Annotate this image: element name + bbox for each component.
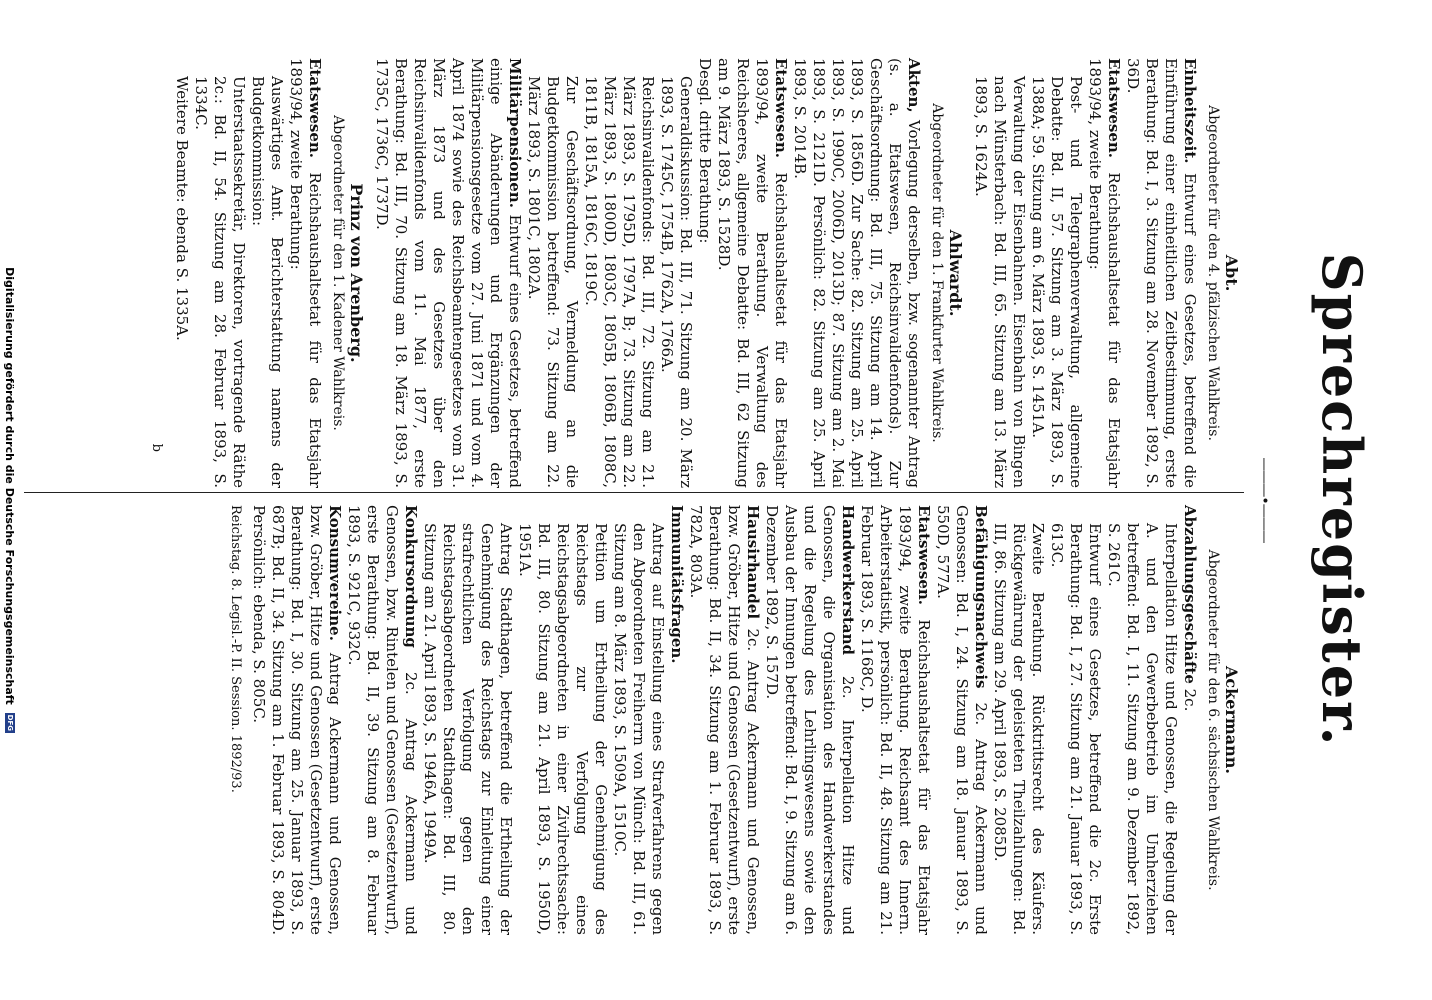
register-subentry: Post- und Telegraphenverwaltung, allgemeine Debatte: Bd. II, 57. Sitzung am 3. März 1893, S. 1388A; 59. Sitzung am 6. März 1893, S. 1451A. <box>1029 76 1085 488</box>
entry-text: 2c. Interpellation Hitze und Genossen, die Organisation des Handwerkerstandes und die Regelung des Lehrlingswesens sowie den Ausbau der Innungen betreffend: Bd. I, 9. Sitzung am 6. Dezember 1892, S. 157D. <box>763 505 857 935</box>
member-name: Prinz von Arenberg. <box>347 183 366 363</box>
dfg-logo-icon: DFG <box>6 714 14 731</box>
register-entry <box>344 505 420 935</box>
entry-keyword: Etatswesen. <box>1105 58 1123 159</box>
entry-keyword: Befähigungsnachweis <box>972 505 990 689</box>
member-name: Abt. <box>1222 254 1241 292</box>
register-subentry: Antrag auf Einstellung eines Strafverfahrens gegen den Abgeordneten Freiherrn von Münch: Bd. III, 61. Sitzung am 8. März 1893, S. 1509A, 1510C. <box>611 523 667 935</box>
entry-keyword: Hausirhandel <box>744 505 762 620</box>
signature-letter: b <box>149 443 164 452</box>
entry-text: 2c. Antrag Ackermann und Genossen, bzw. Rintelen und Genossen (Gesetzentwurf), erste Berathung: Bd. II, 39. Sitzung am 8. Februar 1893, S. 921C, 932C. <box>345 505 420 935</box>
register-entry <box>714 58 790 488</box>
register-entry <box>857 505 933 935</box>
register-entry <box>372 58 524 488</box>
entry-keyword: Militärpensionen. <box>506 58 524 208</box>
register-entry <box>286 58 324 488</box>
member-district: Abgeordneter für den 1. Frankfurter Wahlkreis. <box>929 103 945 443</box>
register-subentry: Generaldiskussion: Bd. III, 71. Sitzung am 20. März 1893, S. 1745C, 1754B, 1762A, 1766A. <box>658 76 695 488</box>
entry-keyword: Handwerkerstand <box>839 505 857 655</box>
entry-text: Antrag Ackermann und Genossen, bzw. Gröber, Hitze und Genossen (Gesetzentwurf), erste Berathung: Bd. I, 30. Sitzung am 25. Januar 1893, S. 687B; Bd. II, 34. Sitzung am 1. Februar 1893, S. 804D. Persönlich: ebenda, S. 805C. <box>250 505 344 935</box>
register-entry: Desgl. dritte Berathung: <box>696 58 714 244</box>
column-divider <box>24 492 1244 493</box>
entry-text: Entwurf eines Gesetzes, betreffend einige Abänderungen und Ergänzungen der Militärpensionsgesetze vom 27. Juni 1871 und vom 4. April 1874 sowie des Reichsbeamtengesetzes vom 31. März 1873 und des Gesetzes über den Reichsinvalidenfonds vom 11. Mai 1877, erste Berathung: Bd. III, 70. Sitzung am 18. März 1893, S. 1735C, 1736C, 1737D. <box>373 58 524 488</box>
member-district: Abgeordneter für den 1. Kadener Wahlkreis. <box>330 115 346 431</box>
register-subentry: Entwurf eines Gesetzes, betreffend die 2c. Erste Berathung: Bd. I, 27. Sitzung am 21. Januar 1893, S. 613C. <box>1048 523 1104 935</box>
register-entry <box>249 505 344 935</box>
right-column <box>147 58 1247 488</box>
member-name: Ackermann. <box>1222 666 1241 774</box>
register-subentry: Reichsinvalidenfonds: Bd. III, 72. Sitzung am 21. März 1893, S. 1795D, 1797A, B; 73. Sitzung am 22. März 1893, S. 1800D, 1803C, 1805B, 1806B, 1808C, 1811B, 1815A, 1816C, 1819C. <box>582 76 657 488</box>
register-subentry: Interpellation Hitze und Genossen, die Regelung der A. und den Gewerbebetrieb im Umherziehen betreffend: Bd. I, 11. Sitzung am 9. Dezember 1892, S. 261C. <box>1105 523 1180 935</box>
register-subentry: Zweite Berathung. Rücktrittsrecht des Käufers. Rückgewährung der geleisteten Theilzahlungen: Bd. III, 86. Sitzung am 29. April 1893, S. 2085D. <box>991 523 1047 935</box>
entry-keyword: Abzahlungsgeschäfte <box>1181 505 1199 684</box>
register-entry <box>667 505 686 935</box>
member-district: Abgeordneter für den 6. sächsischen Wahlkreis. <box>1205 549 1221 891</box>
member-district: Abgeordneter für den 4. pfälzischen Wahlkreis. <box>1205 105 1221 441</box>
entry-keyword: Konkursordnung <box>402 505 420 648</box>
entry-keyword: Einheitszeit. <box>1181 58 1199 164</box>
title-ornament: ———•——— <box>1256 457 1272 543</box>
entry-keyword: Konsumvereine. <box>326 505 344 641</box>
footer-text: Digitalisierung gefördert durch die Deutsche Forschungsgemeinschaft <box>3 267 17 705</box>
register-entry <box>933 505 990 935</box>
entry-text: Vorlegung derselben, bzw. sogenannter Antrag (s. a. Etatswesen, Reichsinvalidenfonds). Zur Geschäftsordnung: Bd. III, 75. Sitzung am 14. April 1893, S. 1856D. Zur Sache: 82. Sitzung am 25. April 1893, S. 1990C, 2006D, 2013D; 87. Sitzung am 2. Mai 1893, S. 2121D. Persönlich: 82. Sitzung am 25. April 1893, S. 2014B. <box>791 58 923 488</box>
page-signature: Reichstag. 8. Legisl.-P. II. Session. 1892/93. <box>228 505 243 793</box>
entry-keyword: Etatswesen. <box>772 58 790 159</box>
entry-text: Reichshaushaltsetat für das Etatsjahr 1893/94, zweite Berathung. Verwaltung des Reichsheeres, allgemeine Debatte: Bd. III, 62 Sitzung am 9. März 1893, S. 1528D. <box>715 58 790 488</box>
entry-keyword: Etatswesen. <box>306 58 324 159</box>
entry-text: Reichshaushaltsetat für das Etatsjahr 1893/94, zweite Berathung. Reichsamt des Innern. Arbeiterstatistik, persönlich: Bd. II, 48. Sitzung am 21. Februar 1893, S. 1168C, D. <box>858 505 933 935</box>
register-entry <box>1085 58 1123 488</box>
register-subentry: Antrag Stadthagen, betreffend die Ertheilung der Genehmigung des Reichstags zur Einleitung einer strafrechtlichen Verfolgung gegen den Reichstagsabgeordneten Stadthagen: Bd. III, 80. Sitzung am 21. April 1893, S. 1946A, 1949A. <box>421 523 515 935</box>
register-subentry: Weitere Beamte: ebenda S. 1335A. <box>173 76 191 341</box>
entry-text: Reichshaushaltsetat für das Etatsjahr 1893/94, zweite Berathung: <box>287 58 324 488</box>
register-entry <box>790 58 923 488</box>
register-subentry: Auswärtiges Amt. Berichterstattung namens der Budgetkommission: <box>249 76 286 488</box>
entry-text: 2c. Antrag Ackermann und Genossen: Bd. I, 24. Sitzung am 18. Januar 1893, S. 550D, 577A. <box>934 505 990 935</box>
member-name: Ahlwardt. <box>946 229 965 317</box>
entry-keyword: Akten, <box>905 58 923 113</box>
register-entry <box>1180 505 1199 935</box>
register-subentry: Petition um Ertheilung der Genehmigung des Reichstags zur Verfolgung eines Reichstagsabgeordneten in einer Zivilrechtssache: Bd. III, 80. Sitzung am 21. April 1893, S. 1950D, 1951A. <box>516 523 610 935</box>
entry-keyword: Immunitätsfragen. <box>668 505 686 664</box>
entry-text: Entwurf eines Gesetzes, betreffend die Einführung einer einheitlichen Zeitbestimmung, erste Berathung: Bd. I, 3. Sitzung am 28. November 1892, S. 36D. <box>1124 58 1199 488</box>
entry-text: 2c. Antrag Ackermann und Genossen, bzw. Gröber, Hitze und Genossen (Gesetzentwurf), erste Berathung: Bd. II, 34. Sitzung am 1. Februar 1893, S. 782A, 803A. <box>687 505 762 935</box>
register-subentry: Zur Geschäftsordnung, Vermeldung an die Budgetkommission betreffend: 73. Sitzung am 22. März 1893, S. 1801C, 1802A. <box>525 76 581 488</box>
register-entry <box>686 505 762 935</box>
digitization-footer <box>0 0 20 1000</box>
entry-text: 2c. <box>1181 683 1199 712</box>
register-subentry: Unterstaatssekretär, Direktoren, vortragende Räthe 2c.: Bd. II, 54. Sitzung am 28. Februar 1893, S. 1334C. <box>192 76 248 488</box>
page-title: Sprechregister. <box>1310 252 1374 748</box>
entry-text: Reichshaushaltsetat für das Etatsjahr 1893/94, zweite Berathung: <box>1086 58 1123 488</box>
left-column <box>226 505 1247 935</box>
entry-keyword: Etatswesen. <box>915 505 933 606</box>
register-subentry: Verwaltung der Eisenbahnen. Eisenbahn von Bingen nach Münsterbach: Bd. III, 65. Sitzung am 13. März 1893, S. 1624A. <box>972 76 1028 488</box>
register-entry <box>1123 58 1199 488</box>
register-entry <box>762 505 857 935</box>
